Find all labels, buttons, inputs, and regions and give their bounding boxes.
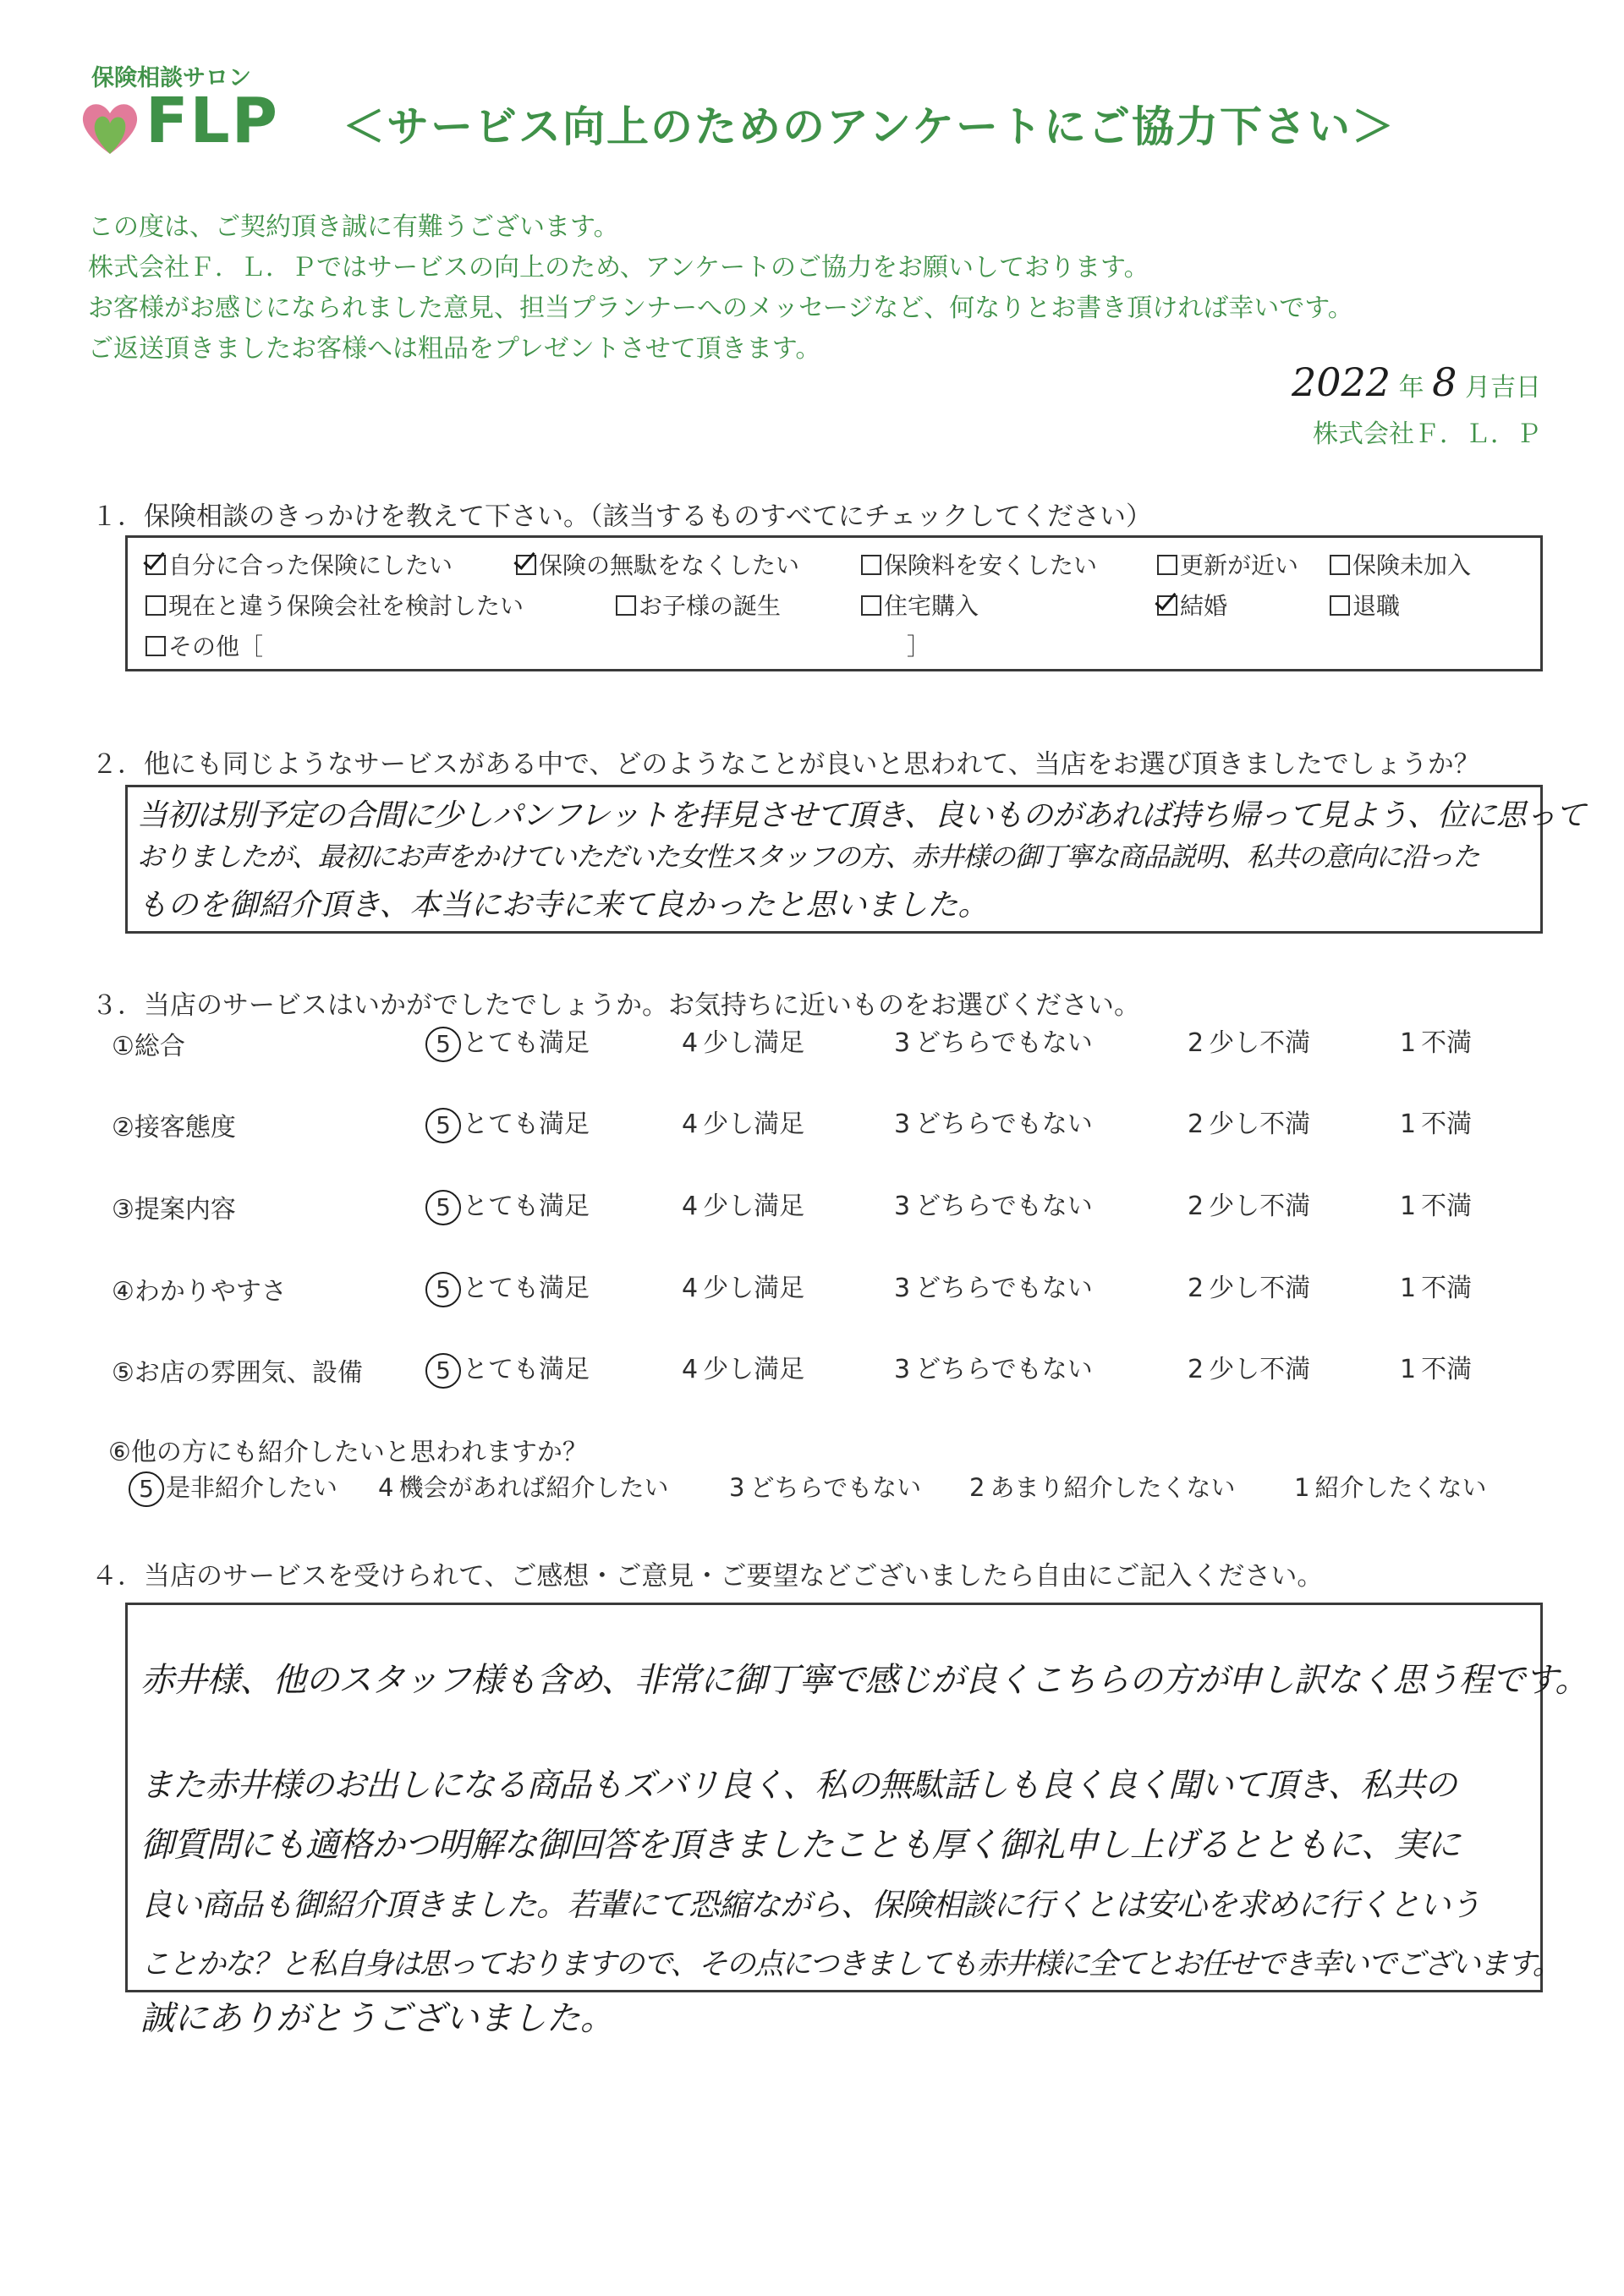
q1-option[interactable]: 保険の無駄をなくしたい bbox=[516, 547, 799, 581]
referral-number-circled: 5 bbox=[129, 1471, 164, 1507]
referral-option[interactable] bbox=[969, 1469, 1235, 1504]
q4-answer-line: また赤井様のお出しになる商品もズバリ良く、私の無駄話しも良く良く聞いて頂き、私共の bbox=[140, 1767, 1457, 1805]
checkbox-icon[interactable] bbox=[1157, 555, 1177, 575]
rating-option[interactable] bbox=[1400, 1348, 1472, 1385]
rating-label: 少し満足 bbox=[703, 1110, 805, 1139]
rating-item-label: ③提案内容 bbox=[112, 1195, 236, 1225]
rating-number: 3 bbox=[894, 1110, 911, 1139]
intro-line: お客様がお感じになられました意見、担当プランナーへのメッセージなど、何なりとお書き頂ければ幸いです。 bbox=[88, 293, 1353, 323]
checkbox-checked-icon[interactable] bbox=[1157, 595, 1177, 616]
intro-line: ご返送頂きましたお客様へは粗品をプレゼントさせて頂きます。 bbox=[88, 334, 821, 364]
rating-number: 4 bbox=[682, 1110, 699, 1139]
rating-number: 4 bbox=[682, 1355, 699, 1384]
checkbox-icon[interactable] bbox=[861, 555, 881, 575]
referral-label: 紹介したくない bbox=[1314, 1473, 1487, 1502]
rating-label: 少し不満 bbox=[1209, 1110, 1311, 1139]
date-month-label: 月吉日 bbox=[1465, 373, 1541, 403]
rating-label: とても満足 bbox=[463, 1028, 590, 1058]
rating-number: 4 bbox=[682, 1274, 699, 1303]
rating-label: とても満足 bbox=[463, 1192, 590, 1221]
q2-answer-line: 当初は別予定の合間に少しパンフレットを拝見させて頂き、良いものがあれば持ち帰って見よう、位に思って bbox=[137, 798, 1585, 833]
rating-number: 4 bbox=[682, 1192, 699, 1221]
rating-label: 少し満足 bbox=[703, 1192, 805, 1221]
checkbox-checked-icon[interactable] bbox=[516, 555, 536, 575]
checkbox-icon[interactable] bbox=[145, 595, 166, 616]
rating-number: 1 bbox=[1400, 1192, 1417, 1221]
rating-number-circled: 5 bbox=[425, 1190, 461, 1225]
rating-item-label: ①総合 bbox=[112, 1032, 185, 1061]
rating-option[interactable] bbox=[1400, 1103, 1472, 1140]
heart-logo-icon bbox=[76, 93, 144, 161]
q1-option[interactable]: 保険未加入 bbox=[1330, 547, 1471, 581]
question-1: １．保険相談のきっかけを教えて下さい。（該当するものすべてにチェックしてください） bbox=[91, 501, 1152, 532]
rating-number: 2 bbox=[1188, 1355, 1204, 1384]
rating-label: 不満 bbox=[1421, 1110, 1473, 1139]
rating-label: とても満足 bbox=[463, 1110, 590, 1139]
checkbox-icon[interactable] bbox=[616, 595, 636, 616]
rating-label: どちらでもない bbox=[915, 1028, 1093, 1058]
rating-option[interactable] bbox=[1400, 1022, 1472, 1059]
q4-answer-line: 赤井様、他のスタッフ様も含め、非常に御丁寧で感じが良くこちらの方が申し訳なく思う程です。 bbox=[140, 1661, 1588, 1700]
question-3: ３．当店のサービスはいかがでしたでしょうか。お気持ちに近いものをお選びください。 bbox=[91, 990, 1140, 1021]
date-month: 8 bbox=[1432, 359, 1457, 405]
rating-label: どちらでもない bbox=[915, 1274, 1093, 1303]
rating-option[interactable] bbox=[1400, 1185, 1472, 1222]
rating-number: 3 bbox=[894, 1192, 911, 1221]
referral-option[interactable] bbox=[129, 1469, 337, 1507]
q2-answer-line: おりましたが、最初にお声をかけていただいた女性スタッフの方、赤井様の御丁寧な商品説明、私共の意向に沿った bbox=[137, 841, 1479, 873]
date-year: 2022 bbox=[1292, 359, 1391, 405]
checkbox-icon[interactable] bbox=[145, 636, 166, 656]
rating-label: 少し満足 bbox=[703, 1274, 805, 1303]
q4-answer-line: ことかな？と私自身は思っておりますので、その点につきましても赤井様に全てとお任せでき幸いでございます。 bbox=[140, 1948, 1561, 1981]
checkbox-icon[interactable] bbox=[1330, 555, 1350, 575]
intro-line: 株式会社Ｆ．Ｌ．Ｐではサービスの向上のため、アンケートのご協力をお願いしております。 bbox=[88, 253, 1149, 282]
logo-text: FLP bbox=[145, 85, 279, 157]
rating-label: 少し不満 bbox=[1209, 1355, 1311, 1384]
rating-number: 1 bbox=[1400, 1110, 1417, 1139]
date-line bbox=[1292, 359, 1541, 405]
logo-subtitle: 保険相談サロン bbox=[91, 65, 251, 91]
rating-number: 3 bbox=[894, 1274, 911, 1303]
rating-label: どちらでもない bbox=[915, 1192, 1093, 1221]
rating-label: 不満 bbox=[1421, 1192, 1473, 1221]
rating-item-label: ②接客態度 bbox=[112, 1113, 236, 1143]
rating-option[interactable] bbox=[682, 1348, 804, 1385]
q1-option[interactable]: 退職 bbox=[1330, 588, 1400, 622]
rating-number: 3 bbox=[894, 1028, 911, 1058]
referral-number: 1 bbox=[1294, 1473, 1310, 1502]
intro-text bbox=[88, 207, 1353, 370]
q1-option-other[interactable]: その他［ bbox=[145, 628, 263, 662]
rating-number: 2 bbox=[1188, 1028, 1204, 1058]
rating-number-circled: 5 bbox=[425, 1353, 461, 1389]
rating-option[interactable] bbox=[425, 1185, 590, 1225]
rating-label: 少し満足 bbox=[703, 1355, 805, 1384]
rating-option[interactable] bbox=[682, 1267, 804, 1304]
rating-number-circled: 5 bbox=[425, 1108, 461, 1143]
checkbox-icon[interactable] bbox=[1330, 595, 1350, 616]
q1-option[interactable]: 結婚 bbox=[1157, 588, 1227, 622]
question-2: ２．他にも同じようなサービスがある中で、どのようなことが良いと思われて、当店をお選び頂きましたでしょうか？ bbox=[91, 749, 1480, 780]
rating-option[interactable] bbox=[425, 1348, 590, 1389]
rating-number: 4 bbox=[682, 1028, 699, 1058]
question-4: ４．当店のサービスを受けられて、ご感想・ご意見・ご要望などございましたら自由にご記入ください。 bbox=[91, 1561, 1324, 1592]
rating-label: 少し不満 bbox=[1209, 1192, 1311, 1221]
rating-number: 3 bbox=[894, 1355, 911, 1384]
question-3-6: ⑥他の方にも紹介したいと思われますか？ bbox=[108, 1438, 588, 1467]
q1-option[interactable]: お子様の誕生 bbox=[616, 588, 781, 622]
rating-option[interactable] bbox=[682, 1022, 804, 1059]
q1-other-bracket: ］ bbox=[907, 633, 931, 660]
referral-option[interactable] bbox=[378, 1469, 668, 1504]
rating-option[interactable] bbox=[1188, 1022, 1310, 1059]
rating-label: とても満足 bbox=[463, 1274, 590, 1303]
rating-label: 少し不満 bbox=[1209, 1274, 1311, 1303]
q1-option[interactable]: 住宅購入 bbox=[861, 588, 979, 622]
rating-number-circled: 5 bbox=[425, 1027, 461, 1062]
referral-label: 是非紹介したい bbox=[166, 1473, 338, 1502]
referral-number: 3 bbox=[729, 1473, 745, 1502]
rating-option[interactable] bbox=[682, 1185, 804, 1222]
referral-number: 4 bbox=[378, 1473, 394, 1502]
rating-option[interactable] bbox=[894, 1185, 1093, 1222]
q1-option[interactable]: 自分に合った保険にしたい bbox=[145, 547, 453, 581]
q1-option[interactable]: 保険料を安くしたい bbox=[861, 547, 1097, 581]
page-title: ＜サービス向上のためのアンケートにご協力下さい＞ bbox=[343, 102, 1396, 151]
rating-option[interactable] bbox=[1188, 1267, 1310, 1304]
rating-item-label: ⑤お店の雰囲気、設備 bbox=[112, 1358, 363, 1388]
rating-label: どちらでもない bbox=[915, 1110, 1093, 1139]
referral-label: 機会があれば紹介したい bbox=[398, 1473, 669, 1502]
rating-label: 不満 bbox=[1421, 1274, 1473, 1303]
referral-label: どちらでもない bbox=[749, 1473, 922, 1502]
rating-option[interactable] bbox=[1188, 1185, 1310, 1222]
rating-label: とても満足 bbox=[463, 1355, 590, 1384]
rating-label: 不満 bbox=[1421, 1355, 1473, 1384]
rating-option[interactable] bbox=[894, 1022, 1093, 1059]
referral-option[interactable] bbox=[1294, 1469, 1486, 1504]
intro-line: この度は、ご契約頂き誠に有難うございます。 bbox=[88, 212, 619, 242]
q4-answer-line: 良い商品も御紹介頂きました。若輩にて恐縮ながら、保険相談に行くとは安心を求めに行くという bbox=[140, 1887, 1480, 1923]
rating-option[interactable] bbox=[1188, 1103, 1310, 1140]
q1-option[interactable]: 更新が近い bbox=[1157, 547, 1298, 581]
rating-option[interactable] bbox=[894, 1267, 1093, 1304]
q4-answer-line: 誠にありがとうございました。 bbox=[140, 1999, 614, 2038]
checkbox-checked-icon[interactable] bbox=[145, 555, 166, 575]
rating-label: 少し満足 bbox=[703, 1028, 805, 1058]
q1-option[interactable]: 現在と違う保険会社を検討したい bbox=[145, 588, 524, 622]
rating-number: 1 bbox=[1400, 1028, 1417, 1058]
rating-option[interactable] bbox=[425, 1103, 590, 1143]
rating-option[interactable] bbox=[425, 1022, 590, 1062]
referral-option[interactable] bbox=[729, 1469, 921, 1504]
rating-option[interactable] bbox=[1400, 1267, 1472, 1304]
rating-option[interactable] bbox=[894, 1103, 1093, 1140]
rating-number: 1 bbox=[1400, 1274, 1417, 1303]
rating-label: 不満 bbox=[1421, 1028, 1473, 1058]
rating-label: どちらでもない bbox=[915, 1355, 1093, 1384]
rating-number-circled: 5 bbox=[425, 1272, 461, 1307]
q2-answer-line: ものを御紹介頂き、本当にお寺に来て良かったと思いました。 bbox=[137, 888, 989, 923]
date-year-label: 年 bbox=[1398, 373, 1424, 403]
checkbox-icon[interactable] bbox=[861, 595, 881, 616]
rating-option[interactable] bbox=[1188, 1348, 1310, 1385]
rating-number: 2 bbox=[1188, 1110, 1204, 1139]
referral-label: あまり紹介したくない bbox=[990, 1473, 1236, 1502]
rating-item-label: ④わかりやすさ bbox=[112, 1277, 287, 1307]
company-name: 株式会社Ｆ．Ｌ．Ｐ bbox=[1313, 419, 1541, 449]
rating-option[interactable] bbox=[894, 1348, 1093, 1385]
rating-label: 少し不満 bbox=[1209, 1028, 1311, 1058]
rating-option[interactable] bbox=[425, 1267, 590, 1307]
q4-answer-line: 御質問にも適格かつ明解な御回答を頂きましたことも厚く御礼申し上げるとともに、実に bbox=[140, 1826, 1460, 1865]
rating-number: 2 bbox=[1188, 1192, 1204, 1221]
referral-number: 2 bbox=[969, 1473, 985, 1502]
rating-number: 2 bbox=[1188, 1274, 1204, 1303]
rating-option[interactable] bbox=[682, 1103, 804, 1140]
rating-number: 1 bbox=[1400, 1355, 1417, 1384]
